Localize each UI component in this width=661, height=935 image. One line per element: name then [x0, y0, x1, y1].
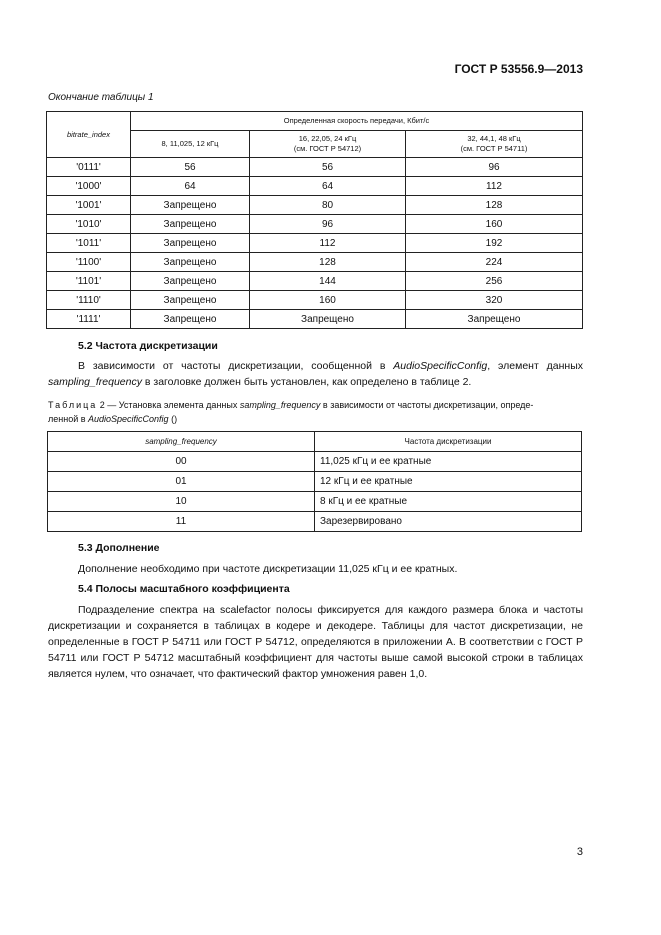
table-cell: 56 — [250, 158, 406, 177]
table-row — [47, 253, 583, 272]
bitrate-index-header: bitrate_index — [47, 112, 131, 158]
table-cell: 64 — [250, 177, 406, 196]
table-cell: 01 — [48, 472, 315, 492]
table-cell: '1000' — [47, 177, 131, 196]
table-cell: 128 — [250, 253, 406, 272]
table-row — [47, 177, 583, 196]
table1-caption: Окончание таблицы 1 — [48, 92, 154, 103]
table-cell: Запрещено — [250, 310, 406, 329]
table-row — [47, 310, 583, 329]
page-number: 3 — [576, 846, 583, 858]
bitrate-group-header: Определенная скорость передачи, Кбит/с — [131, 112, 583, 131]
table-cell: Запрещено — [131, 253, 250, 272]
table-cell: 64 — [131, 177, 250, 196]
table-row — [48, 512, 582, 532]
table-cell: 112 — [250, 234, 406, 253]
table-cell: 12 кГц и ее кратные — [315, 472, 582, 492]
table-row — [48, 472, 582, 492]
table-cell: 128 — [406, 196, 583, 215]
table-row — [47, 215, 583, 234]
table-cell: 192 — [406, 234, 583, 253]
table-cell: 11,025 кГц и ее кратные — [315, 452, 582, 472]
table-cell: 160 — [250, 291, 406, 310]
section-5-3-heading: 5.3 Дополнение — [78, 542, 160, 554]
table-cell: '1111' — [47, 310, 131, 329]
table-cell: 112 — [406, 177, 583, 196]
subheader-mid-rates: 16, 22,05, 24 кГц (см. ГОСТ Р 54712) — [250, 131, 406, 158]
sampling-frequency-header: sampling_frequency — [48, 432, 315, 452]
table-row — [47, 234, 583, 253]
table-cell: '1011' — [47, 234, 131, 253]
bitrate-table — [46, 111, 583, 329]
subheader-low-rates: 8, 11,025, 12 кГц — [131, 131, 250, 158]
table-cell: Зарезервировано — [315, 512, 582, 532]
table-cell: 00 — [48, 452, 315, 472]
section-5-3-paragraph: Дополнение необходимо при частоте дискретизации 11,025 кГц и ее кратных. — [78, 563, 458, 575]
table-cell: Запрещено — [131, 196, 250, 215]
table2-caption: Таблица 2 — Установка элемента данных sampling_frequency в зависимости от частоты дискретизации, опреде- ленной в AudioSpecificConfig () — [48, 400, 534, 424]
document-code: ГОСТ Р 53556.9—2013 — [454, 62, 583, 76]
table-cell: 144 — [250, 272, 406, 291]
table-cell: 80 — [250, 196, 406, 215]
table-cell: 56 — [131, 158, 250, 177]
subheader-high-rates: 32, 44,1, 48 кГц (см. ГОСТ Р 54711) — [406, 131, 583, 158]
section-5-4-paragraph: Подразделение спектра на scalefactor полосы фиксируется для каждого размера блока и частоты дискретизации и сохраняется в таблицах в кодере и декодере. Таблицы для частот дискретизации, не определенные в ГОСТ Р 54711 или ГОСТ Р 54712, определяются в приложении А. В соответствии с ГОСТ Р 54711 или ГОСТ Р 54712 масштабный коэффициент для частоты выше самой высокой строки в таблицах является нулем, что означает, что фактический фактор умножения равен 1,0. — [48, 604, 583, 680]
table-row — [48, 492, 582, 512]
table-cell: 320 — [406, 291, 583, 310]
table-row — [47, 291, 583, 310]
table-row — [47, 196, 583, 215]
table-cell: '1001' — [47, 196, 131, 215]
table-cell: '1110' — [47, 291, 131, 310]
section-5-2-paragraph: В зависимости от частоты дискретизации, сообщенной в AudioSpecificConfig, элемент данных sampling_frequency в заголовке должен быть установлен, как определено в таблице 2. — [48, 360, 583, 388]
table-row — [47, 272, 583, 291]
section-5-2-heading: 5.2 Частота дискретизации — [78, 340, 218, 352]
table-cell: Запрещено — [131, 234, 250, 253]
table-cell: 96 — [250, 215, 406, 234]
frequency-header: Частота дискретизации — [315, 432, 582, 452]
table-row — [48, 452, 582, 472]
table-cell: Запрещено — [131, 272, 250, 291]
table-cell: Запрещено — [131, 310, 250, 329]
table-cell: 96 — [406, 158, 583, 177]
table-cell: 256 — [406, 272, 583, 291]
table-cell: Запрещено — [406, 310, 583, 329]
table-cell: 11 — [48, 512, 315, 532]
table-cell: Запрещено — [131, 215, 250, 234]
table-row — [47, 158, 583, 177]
table-cell: 8 кГц и ее кратные — [315, 492, 582, 512]
table-cell: '0111' — [47, 158, 131, 177]
table-cell: 224 — [406, 253, 583, 272]
sampling-frequency-table — [47, 431, 582, 532]
table-cell: '1010' — [47, 215, 131, 234]
section-5-4-heading: 5.4 Полосы масштабного коэффициента — [78, 583, 290, 595]
table-cell: 10 — [48, 492, 315, 512]
table-cell: Запрещено — [131, 291, 250, 310]
table-cell: 160 — [406, 215, 583, 234]
table-cell: '1100' — [47, 253, 131, 272]
table-cell: '1101' — [47, 272, 131, 291]
